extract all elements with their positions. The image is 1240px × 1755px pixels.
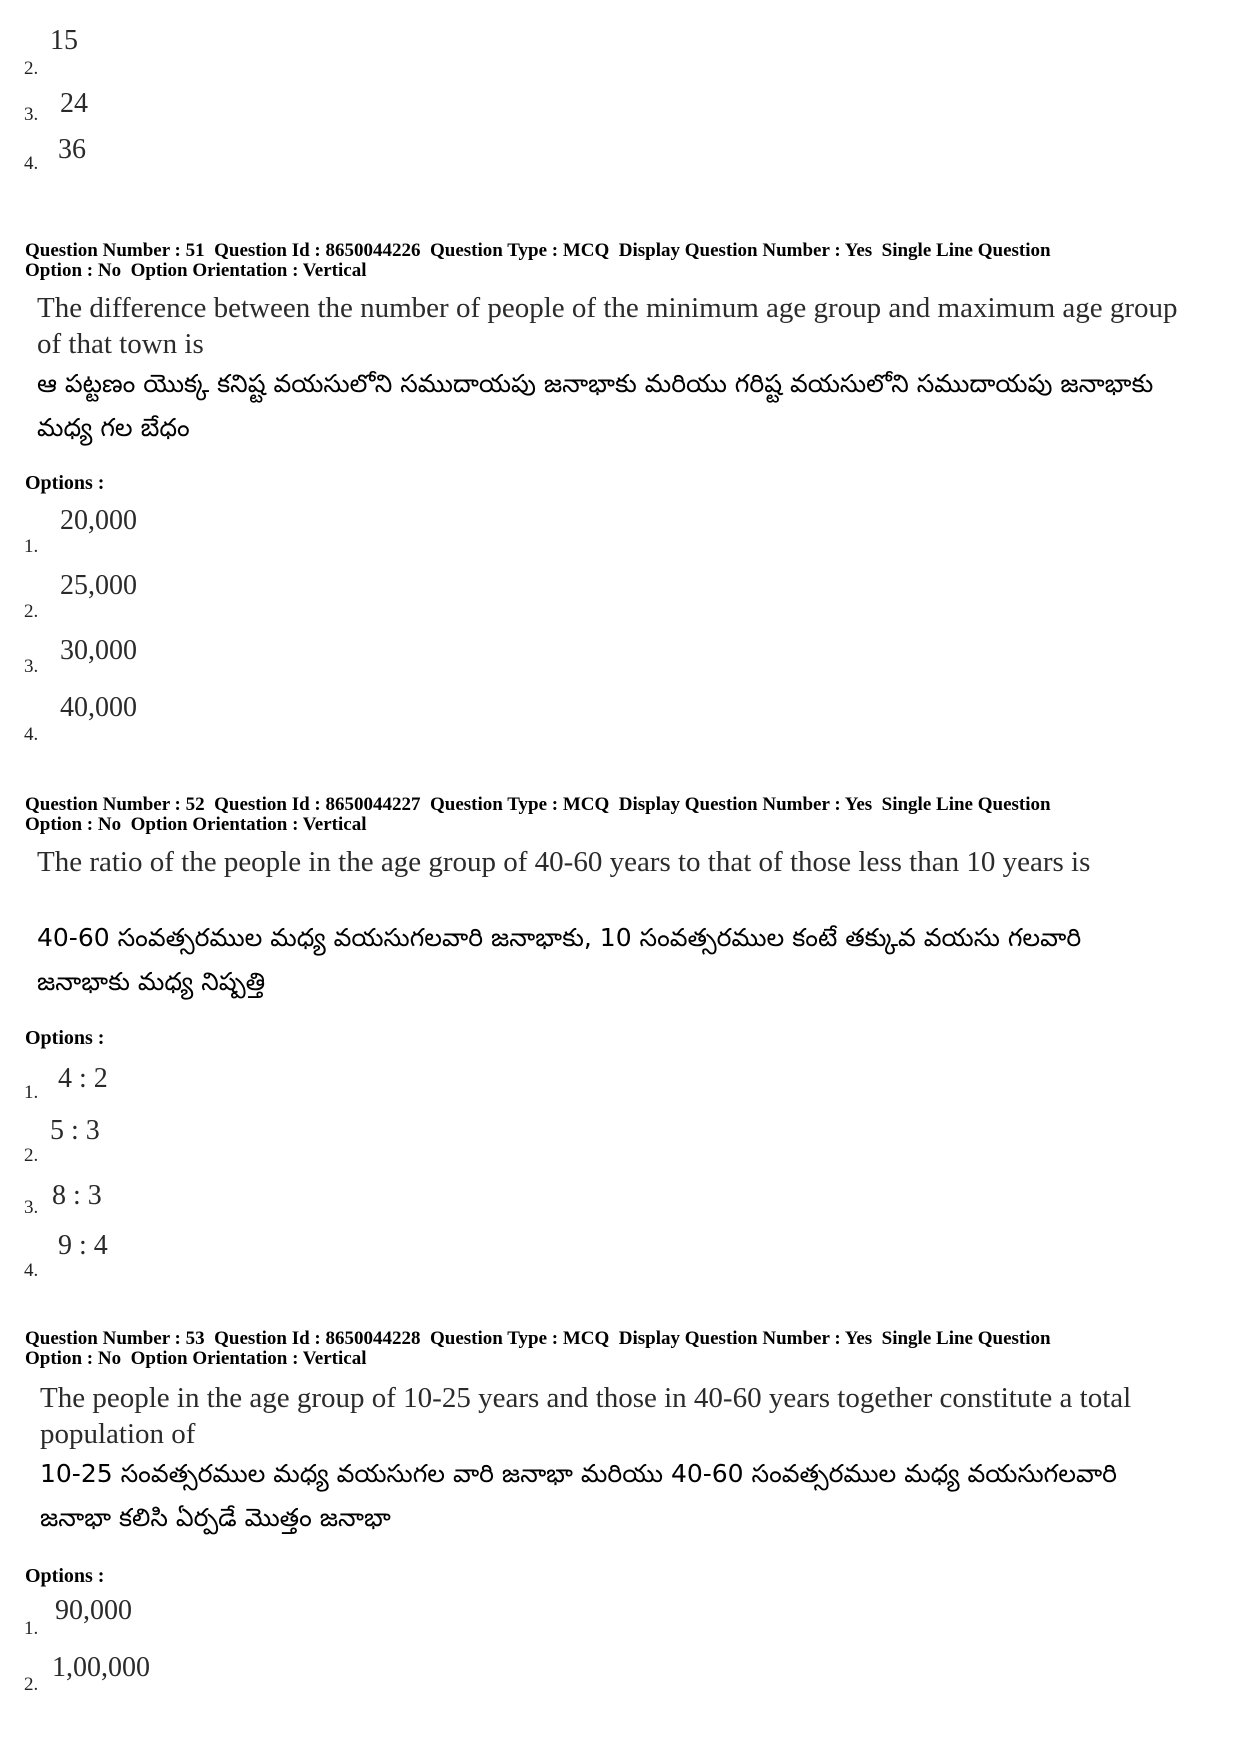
option-number: 2. xyxy=(24,1145,39,1166)
option-value: 30,000 xyxy=(60,635,137,666)
question-meta-line2: Option : No Option Orientation : Vertical xyxy=(25,260,367,281)
options-label: Options : xyxy=(25,472,105,494)
option-value: 24 xyxy=(60,88,88,119)
option-value: 40,000 xyxy=(60,692,137,723)
option-number: 3. xyxy=(24,1197,39,1218)
option-number: 2. xyxy=(24,1674,39,1695)
question-meta-line2: Option : No Option Orientation : Vertical xyxy=(25,1348,367,1369)
question-text-telugu: ఆ పట్టణం యొక్క కనిష్ట వయసులోని సముదాయపు జనాభాకు మరియు గరిష్ట వయసులోని సముదాయపు జనాభాకు మధ్య గల బేధం xyxy=(37,369,1154,442)
question-text-telugu: 10-25 సంవత్సరముల మధ్య వయసుగల వారి జనాభా మరియు 40-60 సంవత్సరముల మధ్య వయసుగలవారి జనాభా కలిసి ఏర్పడే మొత్తం జనాభా xyxy=(40,1459,1117,1532)
option-number: 4. xyxy=(24,1260,39,1281)
option-number: 2. xyxy=(24,601,39,622)
option-value: 20,000 xyxy=(60,505,137,536)
option-value: 36 xyxy=(58,134,86,165)
option-number: 1. xyxy=(24,1618,39,1639)
question-meta-line1: Question Number : 52 Question Id : 8650044227 Question Type : MCQ Display Question Number : Yes Single Line Question xyxy=(25,794,1051,815)
option-value: 9 : 4 xyxy=(58,1230,108,1261)
option-number: 4. xyxy=(24,724,39,745)
option-number: 1. xyxy=(24,536,39,557)
question-text-telugu: 40-60 సంవత్సరముల మధ్య వయసుగలవారి జనాభాకు, 10 సంవత్సరముల కంటే తక్కువ వయసు గలవారి జనాభాకు మధ్య నిష్పత్తి xyxy=(37,923,1082,996)
option-number: 3. xyxy=(24,104,39,125)
option-value: 5 : 3 xyxy=(50,1115,100,1146)
question-meta-line2: Option : No Option Orientation : Vertical xyxy=(25,814,367,835)
option-value: 1,00,000 xyxy=(52,1652,150,1683)
option-value: 90,000 xyxy=(55,1595,132,1626)
option-value: 25,000 xyxy=(60,570,137,601)
options-label: Options : xyxy=(25,1565,105,1587)
option-value: 8 : 3 xyxy=(52,1180,102,1211)
question-text-english: The ratio of the people in the age group of 40-60 years to that of those less than 10 years is xyxy=(37,846,1091,878)
options-label: Options : xyxy=(25,1027,105,1049)
question-text-english: The people in the age group of 10-25 years and those in 40-60 years together constitute a total population of xyxy=(40,1382,1132,1450)
option-number: 3. xyxy=(24,656,39,677)
question-meta-line1: Question Number : 51 Question Id : 8650044226 Question Type : MCQ Display Question Number : Yes Single Line Question xyxy=(25,240,1051,261)
option-number: 4. xyxy=(24,153,39,174)
option-value: 4 : 2 xyxy=(58,1063,108,1094)
question-text-english: The difference between the number of people of the minimum age group and maximum age group of that town is xyxy=(37,292,1178,360)
question-meta-line1: Question Number : 53 Question Id : 8650044228 Question Type : MCQ Display Question Number : Yes Single Line Question xyxy=(25,1328,1051,1349)
option-value: 15 xyxy=(50,25,78,56)
option-number: 2. xyxy=(24,58,39,79)
option-number: 1. xyxy=(24,1082,39,1103)
